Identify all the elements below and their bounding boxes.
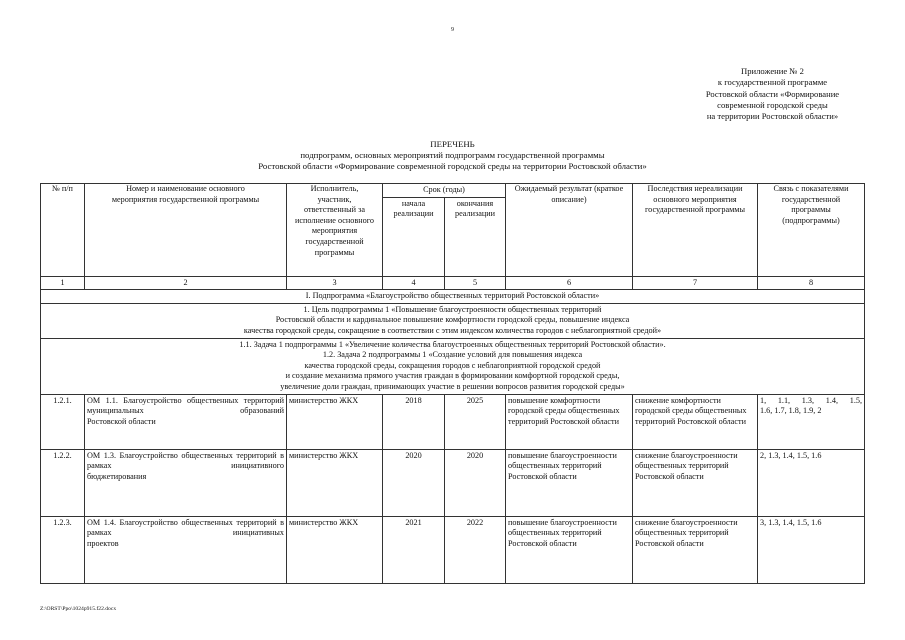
subprogram-row (41, 290, 865, 304)
title-heading: ПЕРЕЧЕНЬ (430, 139, 475, 149)
index-cell: 3 (287, 276, 383, 290)
row-name-tail: проектов (87, 538, 119, 548)
appendix-line: современной городской среды (717, 99, 828, 110)
index-cell: 7 (633, 276, 758, 290)
row-start: 2018 (383, 394, 445, 449)
row-name-tail: Ростовской области (87, 416, 156, 426)
index-cell: 6 (506, 276, 633, 290)
row-executor: министерство ЖКХ (287, 516, 383, 583)
row-number: 1.2.1. (41, 394, 85, 449)
row-end: 2022 (445, 516, 506, 583)
row-name-lead: ОМ 1.1. Благоустройство общественных территорий муниципальных образований (87, 395, 284, 416)
header-end: окончания реализации (445, 197, 506, 276)
row-result: повышение комфортности городской среды общественных территорий Ростовской области (506, 394, 633, 449)
row-result: повышение благоустроенности общественных территорий Ростовской области (506, 516, 633, 583)
row-consequences: снижение благоустроенности общественных территорий Ростовской области (633, 516, 758, 583)
title-line: Ростовской области «Формирование современной городской среды на территории Ростовской области» (258, 161, 647, 171)
row-consequences: снижение благоустроенности общественных территорий Ростовской области (633, 449, 758, 516)
task-row (41, 338, 865, 394)
appendix-line: к государственной программе (717, 77, 828, 88)
header-num: № п/п (41, 184, 85, 277)
row-start: 2020 (383, 449, 445, 516)
task-text (41, 338, 865, 394)
header-executor: Исполнитель, участник, ответственный за исполнение основного мероприятия государственной программы (287, 184, 383, 277)
row-name (85, 394, 287, 449)
table-row (41, 516, 865, 583)
index-cell: 5 (445, 276, 506, 290)
row-name (85, 516, 287, 583)
index-cell: 2 (85, 276, 287, 290)
row-link (758, 449, 865, 516)
task2-line: и создание механизма прямого участия граждан в формировании комфортной городской среды, (285, 371, 620, 381)
page-number: 9 (451, 27, 454, 33)
appendix-line: на территории Ростовской области» (706, 111, 839, 122)
subprogram-title: I. Подпрограмма «Благоустройство общественных территорий Ростовской области» (41, 290, 865, 304)
measures-table (40, 183, 865, 584)
header-result: Ожидаемый результат (краткое описание) (506, 184, 633, 277)
row-name-lead: ОМ 1.4. Благоустройство общественных территорий в рамках инициативных (87, 517, 284, 538)
header-link: Связь с показателями государственной программы (подпрограммы) (758, 184, 865, 277)
appendix-block (660, 66, 885, 122)
row-link-lead: 3, 1.3, 1.4, 1.5, 1.6 (760, 517, 822, 527)
header-consequences: Последствия нереализации основного мероприятия государственной программы (633, 184, 758, 277)
row-end: 2025 (445, 394, 506, 449)
row-name-lead: ОМ 1.3. Благоустройство общественных территорий в рамках инициативного (87, 450, 284, 471)
row-start: 2021 (383, 516, 445, 583)
task2-line: увеличение доли граждан, принимающих участие в решении вопросов развития городской среды» (280, 381, 625, 391)
file-path-footer: Z:\ORST\Ppo\1024p915.f22.docx (40, 606, 117, 612)
task2-line: качества городской среды, сокращения городов с неблагоприятной городской средой (304, 360, 601, 370)
appendix-line: Ростовской области «Формирование (705, 88, 840, 99)
task1-line: 1.1. Задача 1 подпрограммы 1 «Увеличение количества благоустроенных общественных территорий Ростовской области». (239, 339, 666, 349)
document-title (0, 139, 905, 172)
row-number: 1.2.3. (41, 516, 85, 583)
goal-line: Ростовской области и кардинальное повышение комфортности городской среды, повышение индекса (275, 315, 630, 325)
table-row (41, 449, 865, 516)
row-link (758, 394, 865, 449)
row-name (85, 449, 287, 516)
row-link-lead: 1, 1.1, 1.3, 1.4, 1.5, (760, 395, 862, 405)
goal-line: 1. Цель подпрограммы 1 «Повышение благоустроенности общественных территорий (303, 304, 602, 314)
header-start: начала реализации (383, 197, 445, 276)
row-name-tail: бюджетирования (87, 471, 147, 481)
row-result: повышение благоустроенности общественных территорий Ростовской области (506, 449, 633, 516)
header-name: Номер и наименование основного мероприятия государственной программы (85, 184, 287, 277)
index-cell: 4 (383, 276, 445, 290)
row-link-lead: 2, 1.3, 1.4, 1.5, 1.6 (760, 450, 822, 460)
index-row (41, 276, 865, 290)
goal-text (41, 303, 865, 338)
task2-line: 1.2. Задача 2 подпрограммы 1 «Создание условий для повышения индекса (322, 350, 583, 360)
row-link-tail: 1.6, 1.7, 1.8, 1.9, 2 (760, 406, 822, 416)
appendix-line: Приложение № 2 (741, 66, 804, 76)
row-end: 2020 (445, 449, 506, 516)
table-row (41, 394, 865, 449)
title-line: подпрограмм, основных мероприятий подпрограмм государственной программы (300, 150, 605, 160)
row-executor: министерство ЖКХ (287, 449, 383, 516)
row-link (758, 516, 865, 583)
row-executor: министерство ЖКХ (287, 394, 383, 449)
goal-line: качества городской среды, сокращение в соответствии с этим индексом количества городов с неблагоприятной средой» (243, 325, 662, 335)
header-row (41, 184, 865, 198)
index-cell: 8 (758, 276, 865, 290)
row-consequences: снижение комфортности городской среды общественных территорий Ростовской области (633, 394, 758, 449)
index-cell: 1 (41, 276, 85, 290)
header-period: Срок (годы) (383, 184, 506, 198)
row-number: 1.2.2. (41, 449, 85, 516)
goal-row (41, 303, 865, 338)
